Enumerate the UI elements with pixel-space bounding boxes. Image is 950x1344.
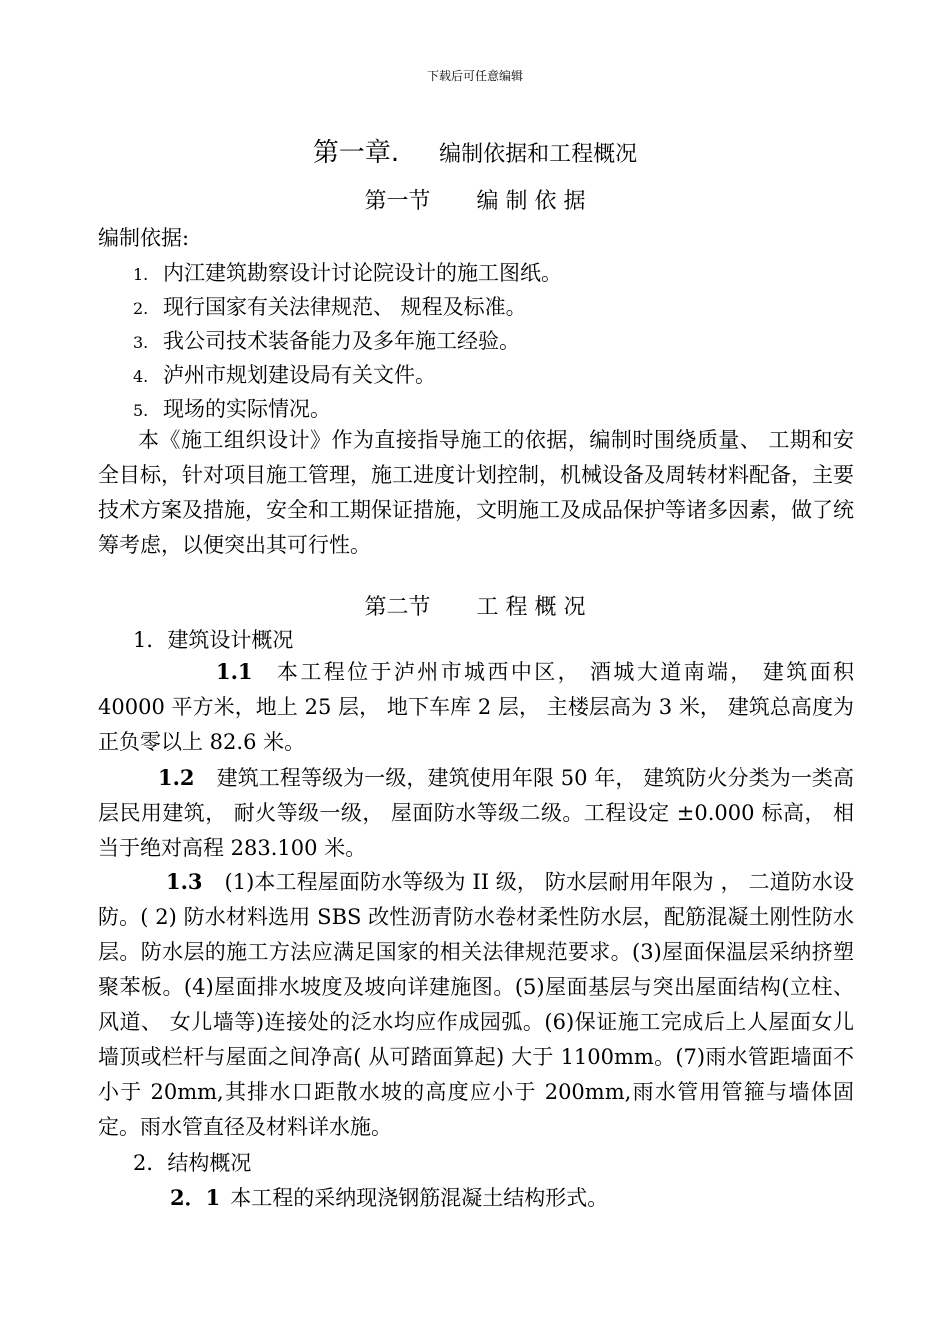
section-2-name: 第二节 (364, 595, 431, 620)
section-2-title: 工 程 概 况 (476, 595, 586, 620)
chapter-title: 编制依据和工程概况 (439, 142, 638, 167)
overview-heading-2: 2．结构概况 (133, 1151, 252, 1175)
overview-heading-1: 1．建筑设计概况 (133, 628, 294, 652)
section-1-name: 第一节 (364, 189, 431, 214)
chapter-number: 第一章. (312, 138, 400, 168)
page-header-note: 下载后可任意编辑 (426, 69, 523, 83)
paragraph-1-1: 1.1 本工程位于泸州市城西中区， 酒城大道南端， 建筑面积 40000 平方米，地上 25 层， 地下车库 2 层， 主楼层高为 3 米， 建筑总高度为正负零以上 82.6 米。 (98, 659, 854, 754)
section-1-title: 编 制 依 据 (476, 189, 586, 214)
basis-paragraph: 本《施工组织设计》作为直接指导施工的依据，编制时围绕质量、 工期和安全目标，针对项目施工管理，施工进度计划控制，机械设备及周转材料配备，主要技术方案及措施，安全和工期保证措施，文明施工及成品保护等诸多因素，做了统筹考虑，以便突出其可行性。 (98, 428, 854, 557)
list-item: 5. 现场的实际情况。 (133, 397, 331, 421)
paragraph-2-1: 2．1 本工程的采纳现浇钢筋混凝土结构形式。 (170, 1185, 609, 1210)
section-1-heading (0, 184, 950, 215)
paragraph-1-3: 1.3 (1)本工程屋面防水等级为 II 级， 防水层耐用年限为 ， 二道防水设防。( 2) 防水材料选用 SBS 改性沥青防水卷材柔性防水层，配筋混凝土刚性防水层。防水层的施工方法应满足国家的相关法律规范要求。(3)屋面保温层采纳挤塑聚苯板。(4)屋面排水坡度及坡向详建施图。(5)屋面基层与突出屋面结构(立柱、 风道、 女儿墙等)连接处的泛水均应作成园弧。(6)保证施工完成后上人屋面女儿墙顶或栏杆与屋面之间净高( 从可踏面算起) 大于 1100mm。(7)雨水管距墙面不小于 20mm,其排水口距散水坡的高度应小于 200mm,雨水管用管箍与墙体固定。雨水管直径及材料详水施。 (98, 869, 854, 1139)
basis-label: 编制依据: (98, 226, 190, 250)
list-item: 4. 泸州市规划建设局有关文件。 (133, 363, 436, 387)
chapter-heading (0, 132, 950, 169)
list-item: 3. 我公司技术装备能力及多年施工经验。 (133, 329, 520, 353)
section-2-heading (0, 590, 950, 621)
list-item: 2. 现行国家有关法律规范、 规程及标准。 (133, 295, 527, 319)
list-item: 1. 内江建筑勘察设计讨论院设计的施工图纸。 (133, 261, 562, 285)
paragraph-1-2: 1.2 建筑工程等级为一级，建筑使用年限 50 年， 建筑防火分类为一类高层民用建筑， 耐火等级一级， 屋面防水等级二级。工程设定 ±0.000 标高， 相当于绝对高程 283.100 米。 (98, 765, 854, 860)
